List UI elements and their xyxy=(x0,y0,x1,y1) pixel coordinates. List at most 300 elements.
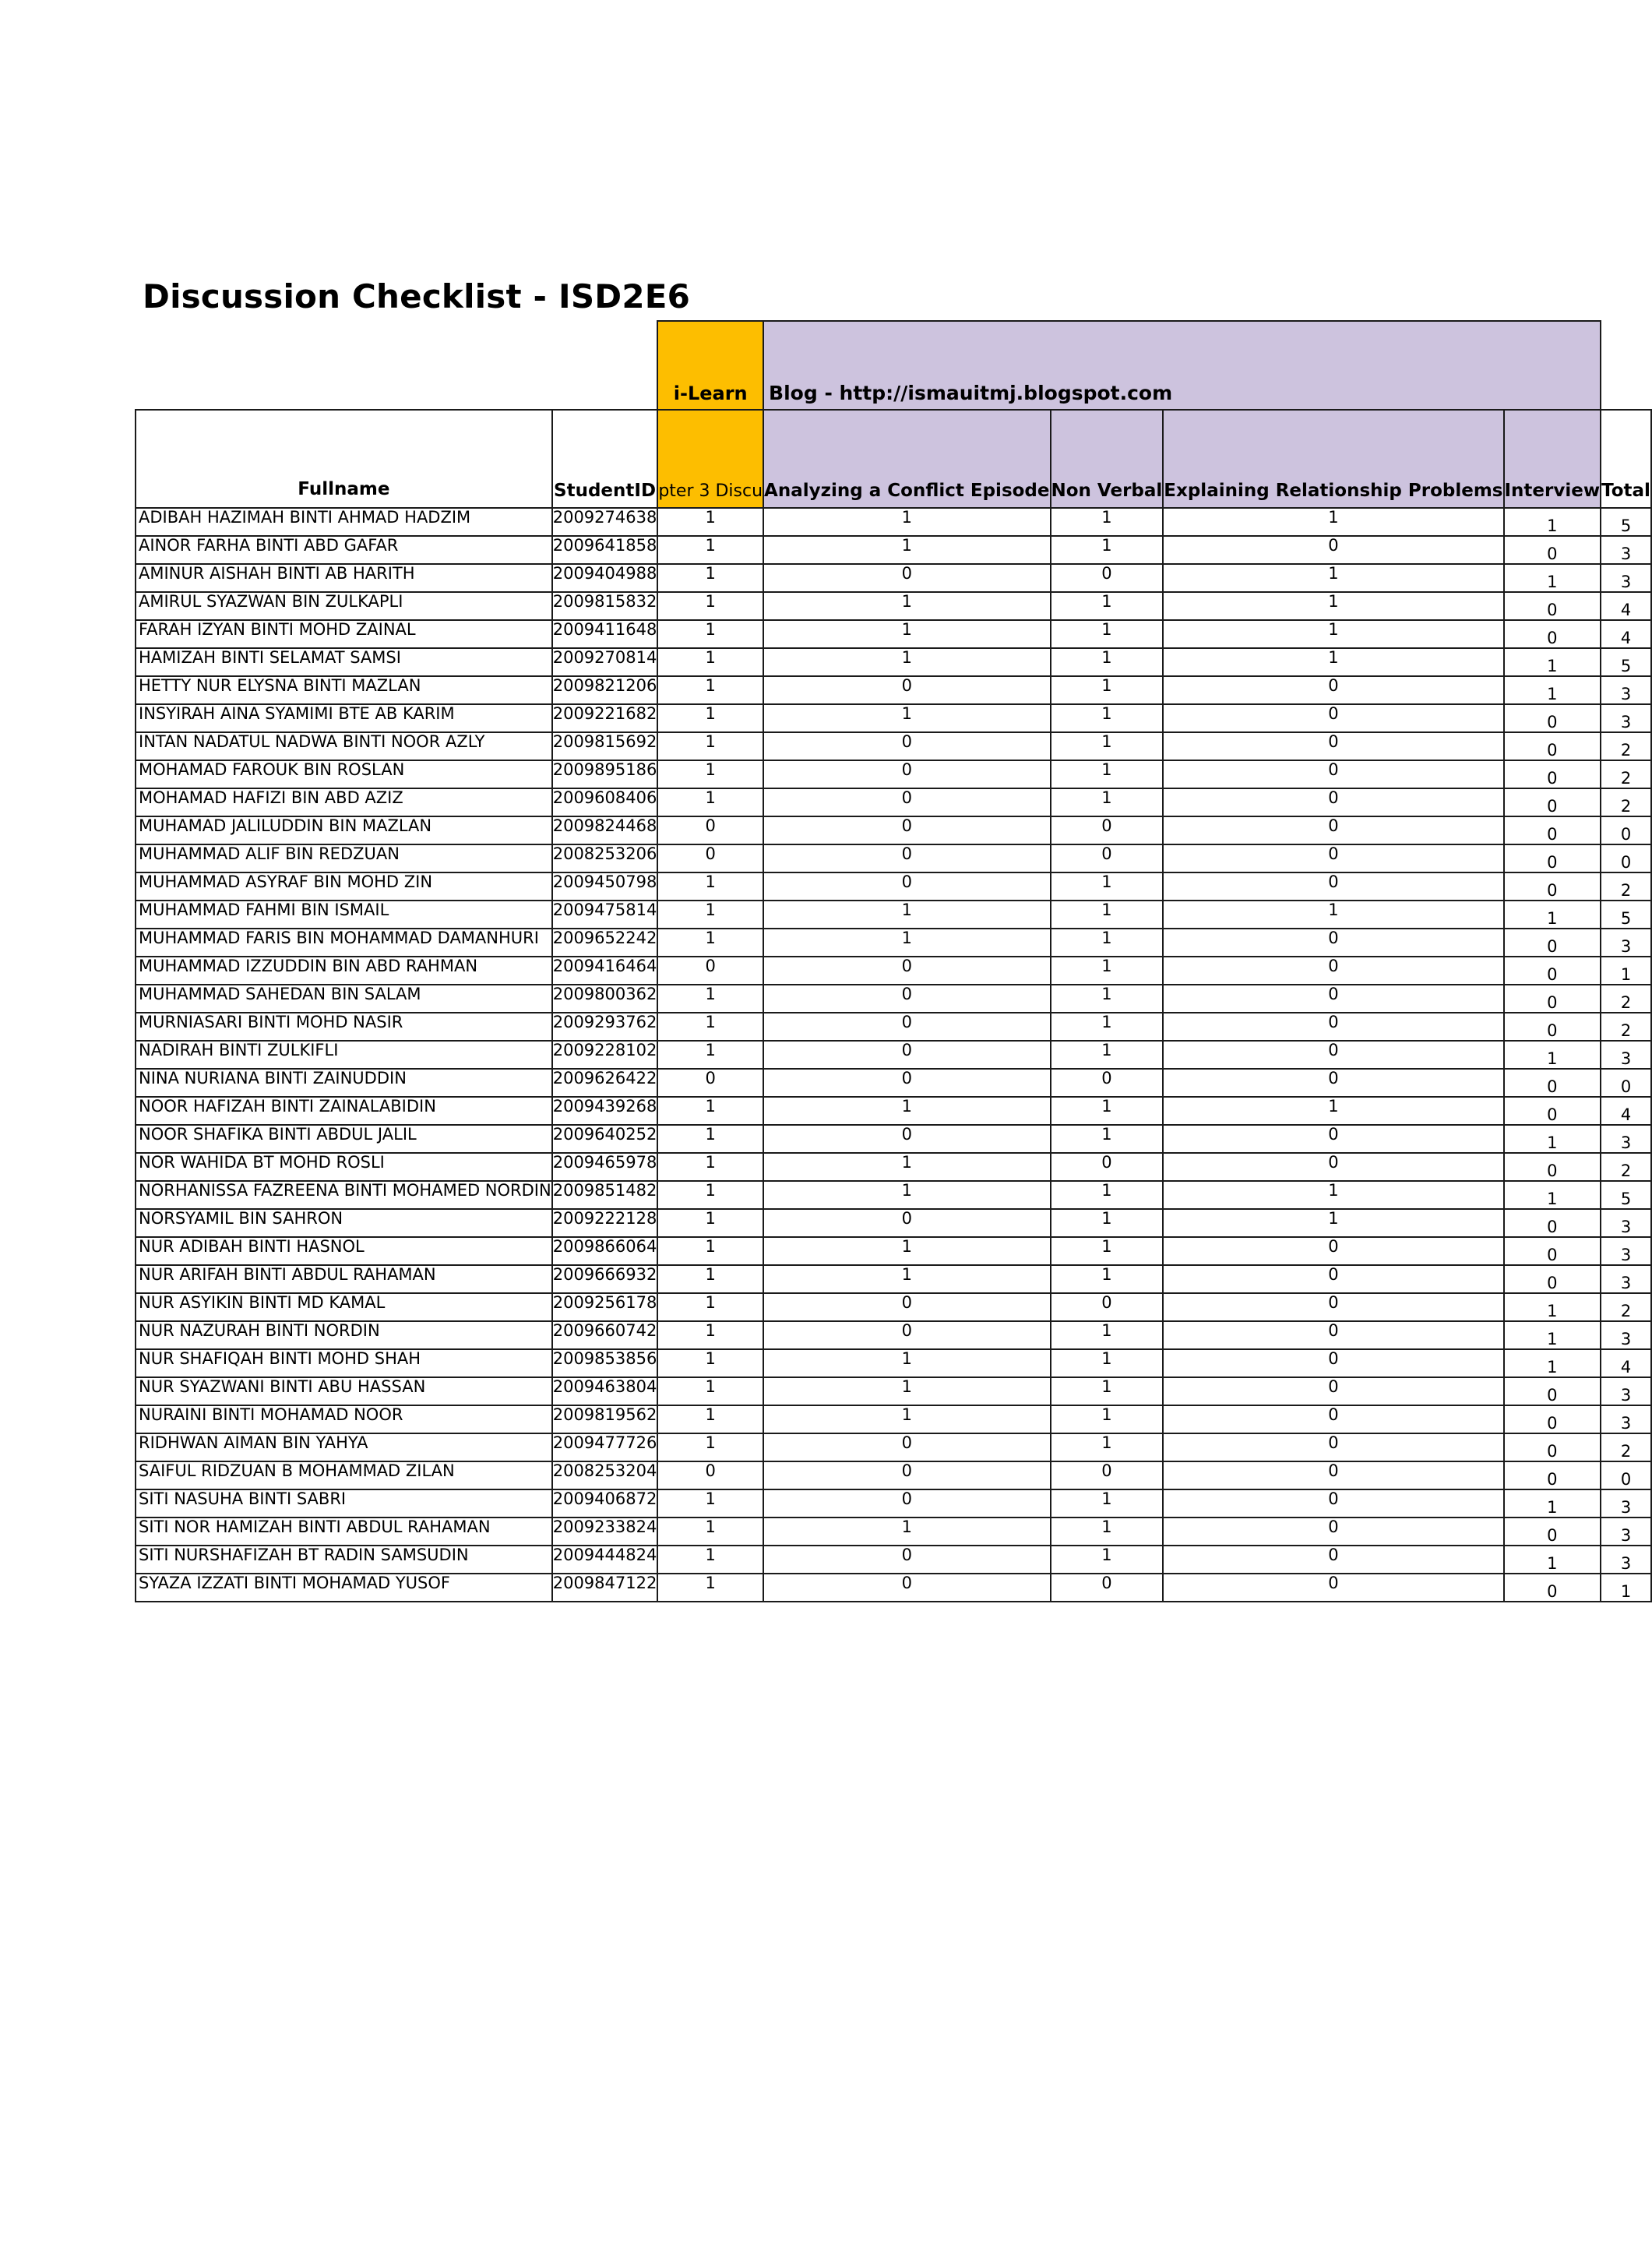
cell-fullname: NORHANISSA FAZREENA BINTI MOHAMED NORDIN xyxy=(136,1181,552,1209)
cell-studentid: 2009475814 xyxy=(552,901,658,929)
cell-analyzing: 1 xyxy=(763,1237,1050,1265)
cell-nonverbal: 1 xyxy=(1051,536,1164,564)
cell-interview: 0 xyxy=(1504,1209,1601,1237)
cell-nonverbal: 1 xyxy=(1051,1349,1164,1377)
cell-interview: 0 xyxy=(1504,1237,1601,1265)
cell-explaining: 0 xyxy=(1163,957,1503,985)
cell-total: 1 xyxy=(1601,957,1651,985)
cell-chapter3: 1 xyxy=(657,985,763,1013)
table-row xyxy=(136,536,1651,564)
cell-total: 2 xyxy=(1601,1013,1651,1041)
cell-chapter3: 1 xyxy=(657,929,763,957)
cell-explaining: 0 xyxy=(1163,1405,1503,1433)
cell-fullname: MUHAMMAD ALIF BIN REDZUAN xyxy=(136,844,552,872)
cell-analyzing: 0 xyxy=(763,564,1050,592)
cell-explaining: 1 xyxy=(1163,592,1503,620)
cell-analyzing: 1 xyxy=(763,1349,1050,1377)
cell-chapter3: 0 xyxy=(657,1461,763,1489)
table-row xyxy=(136,564,1651,592)
cell-interview: 1 xyxy=(1504,1293,1601,1321)
table-row xyxy=(136,1546,1651,1574)
cell-interview: 0 xyxy=(1504,1377,1601,1405)
cell-analyzing: 1 xyxy=(763,929,1050,957)
cell-total: 0 xyxy=(1601,1461,1651,1489)
cell-analyzing: 0 xyxy=(763,1069,1050,1097)
cell-nonverbal: 1 xyxy=(1051,1518,1164,1546)
cell-chapter3: 1 xyxy=(657,901,763,929)
cell-analyzing: 1 xyxy=(763,704,1050,732)
table-row xyxy=(136,816,1651,844)
table-row xyxy=(136,1069,1651,1097)
cell-fullname: SYAZA IZZATI BINTI MOHAMAD YUSOF xyxy=(136,1574,552,1602)
cell-fullname: AMINUR AISHAH BINTI AB HARITH xyxy=(136,564,552,592)
student-rows xyxy=(136,508,1651,1602)
cell-fullname: MURNIASARI BINTI MOHD NASIR xyxy=(136,1013,552,1041)
cell-studentid: 2009411648 xyxy=(552,620,658,648)
cell-interview: 0 xyxy=(1504,1461,1601,1489)
cell-nonverbal: 1 xyxy=(1051,788,1164,816)
cell-nonverbal: 1 xyxy=(1051,1041,1164,1069)
cell-analyzing: 0 xyxy=(763,1041,1050,1069)
cell-fullname: RIDHWAN AIMAN BIN YAHYA xyxy=(136,1433,552,1461)
cell-total: 4 xyxy=(1601,1349,1651,1377)
cell-total: 3 xyxy=(1601,676,1651,704)
group-header-empty xyxy=(1601,321,1651,410)
cell-explaining: 0 xyxy=(1163,1489,1503,1518)
table-row xyxy=(136,760,1651,788)
cell-chapter3: 1 xyxy=(657,1125,763,1153)
cell-chapter3: 1 xyxy=(657,1377,763,1405)
table-row xyxy=(136,1321,1651,1349)
group-header-blog: Blog - http://ismauitmj.blogspot.com xyxy=(763,321,1601,410)
table-row xyxy=(136,1013,1651,1041)
cell-nonverbal: 1 xyxy=(1051,1489,1164,1518)
cell-analyzing: 1 xyxy=(763,648,1050,676)
cell-nonverbal: 1 xyxy=(1051,1405,1164,1433)
cell-interview: 1 xyxy=(1504,648,1601,676)
cell-fullname: SITI NASUHA BINTI SABRI xyxy=(136,1489,552,1518)
cell-analyzing: 0 xyxy=(763,985,1050,1013)
cell-explaining: 0 xyxy=(1163,1265,1503,1293)
cell-total: 4 xyxy=(1601,592,1651,620)
cell-nonverbal: 1 xyxy=(1051,1125,1164,1153)
cell-fullname: ADIBAH HAZIMAH BINTI AHMAD HADZIM xyxy=(136,508,552,536)
cell-studentid: 2009641858 xyxy=(552,536,658,564)
cell-nonverbal: 0 xyxy=(1051,1293,1164,1321)
cell-explaining: 0 xyxy=(1163,816,1503,844)
cell-studentid: 2009233824 xyxy=(552,1518,658,1546)
cell-fullname: MUHAMMAD FARIS BIN MOHAMMAD DAMANHURI xyxy=(136,929,552,957)
cell-nonverbal: 1 xyxy=(1051,1013,1164,1041)
cell-total: 4 xyxy=(1601,620,1651,648)
table-row xyxy=(136,1489,1651,1518)
cell-analyzing: 1 xyxy=(763,536,1050,564)
cell-analyzing: 0 xyxy=(763,788,1050,816)
cell-analyzing: 1 xyxy=(763,592,1050,620)
cell-explaining: 0 xyxy=(1163,732,1503,760)
cell-analyzing: 0 xyxy=(763,1546,1050,1574)
cell-chapter3: 1 xyxy=(657,676,763,704)
cell-total: 2 xyxy=(1601,788,1651,816)
cell-total: 3 xyxy=(1601,1041,1651,1069)
cell-analyzing: 1 xyxy=(763,1518,1050,1546)
cell-fullname: MUHAMAD JALILUDDIN BIN MAZLAN xyxy=(136,816,552,844)
cell-total: 3 xyxy=(1601,1518,1651,1546)
cell-explaining: 0 xyxy=(1163,1013,1503,1041)
cell-explaining: 1 xyxy=(1163,901,1503,929)
cell-chapter3: 1 xyxy=(657,872,763,901)
cell-fullname: NADIRAH BINTI ZULKIFLI xyxy=(136,1041,552,1069)
cell-chapter3: 1 xyxy=(657,732,763,760)
cell-nonverbal: 1 xyxy=(1051,1377,1164,1405)
cell-explaining: 1 xyxy=(1163,648,1503,676)
table-row xyxy=(136,1377,1651,1405)
cell-studentid: 2009895186 xyxy=(552,760,658,788)
table-row xyxy=(136,592,1651,620)
cell-nonverbal: 1 xyxy=(1051,732,1164,760)
cell-nonverbal: 1 xyxy=(1051,508,1164,536)
cell-analyzing: 1 xyxy=(763,1265,1050,1293)
cell-fullname: AMIRUL SYAZWAN BIN ZULKAPLI xyxy=(136,592,552,620)
cell-analyzing: 0 xyxy=(763,844,1050,872)
cell-interview: 0 xyxy=(1504,704,1601,732)
cell-nonverbal: 1 xyxy=(1051,929,1164,957)
cell-fullname: NINA NURIANA BINTI ZAINUDDIN xyxy=(136,1069,552,1097)
header-fullname: Fullname xyxy=(136,410,552,508)
cell-studentid: 2009800362 xyxy=(552,985,658,1013)
cell-analyzing: 1 xyxy=(763,1377,1050,1405)
header-interview: Interview xyxy=(1504,410,1601,508)
cell-studentid: 2009463804 xyxy=(552,1377,658,1405)
cell-studentid: 2008253206 xyxy=(552,844,658,872)
cell-fullname: NUR ADIBAH BINTI HASNOL xyxy=(136,1237,552,1265)
cell-nonverbal: 0 xyxy=(1051,564,1164,592)
cell-total: 5 xyxy=(1601,901,1651,929)
cell-total: 3 xyxy=(1601,1546,1651,1574)
cell-studentid: 2009640252 xyxy=(552,1125,658,1153)
cell-chapter3: 1 xyxy=(657,1321,763,1349)
header-analyzing: Analyzing a Conflict Episode xyxy=(763,410,1050,508)
checklist-table xyxy=(135,320,1652,1602)
cell-chapter3: 0 xyxy=(657,816,763,844)
cell-total: 0 xyxy=(1601,816,1651,844)
cell-interview: 1 xyxy=(1504,508,1601,536)
table-row xyxy=(136,872,1651,901)
cell-chapter3: 1 xyxy=(657,760,763,788)
cell-analyzing: 0 xyxy=(763,816,1050,844)
table-row xyxy=(136,1041,1651,1069)
cell-fullname: INSYIRAH AINA SYAMIMI BTE AB KARIM xyxy=(136,704,552,732)
table-row xyxy=(136,732,1651,760)
cell-nonverbal: 1 xyxy=(1051,1546,1164,1574)
table-row xyxy=(136,1237,1651,1265)
cell-fullname: NUR SYAZWANI BINTI ABU HASSAN xyxy=(136,1377,552,1405)
table-row xyxy=(136,1349,1651,1377)
cell-interview: 0 xyxy=(1504,872,1601,901)
cell-chapter3: 1 xyxy=(657,620,763,648)
cell-studentid: 2009406872 xyxy=(552,1489,658,1518)
header-nonverbal: Non Verbal xyxy=(1051,410,1164,508)
cell-studentid: 2009847122 xyxy=(552,1574,658,1602)
cell-total: 0 xyxy=(1601,1069,1651,1097)
table-row xyxy=(136,508,1651,536)
cell-studentid: 2009821206 xyxy=(552,676,658,704)
cell-nonverbal: 1 xyxy=(1051,704,1164,732)
cell-interview: 1 xyxy=(1504,564,1601,592)
cell-total: 3 xyxy=(1601,1237,1651,1265)
cell-analyzing: 1 xyxy=(763,1097,1050,1125)
cell-interview: 0 xyxy=(1504,592,1601,620)
cell-interview: 1 xyxy=(1504,1321,1601,1349)
table-row xyxy=(136,1209,1651,1237)
cell-total: 2 xyxy=(1601,1153,1651,1181)
cell-studentid: 2009274638 xyxy=(552,508,658,536)
header-studentid: StudentID xyxy=(552,410,658,508)
table-row xyxy=(136,1574,1651,1602)
cell-nonverbal: 1 xyxy=(1051,1265,1164,1293)
cell-chapter3: 1 xyxy=(657,704,763,732)
cell-total: 2 xyxy=(1601,1293,1651,1321)
cell-explaining: 0 xyxy=(1163,1041,1503,1069)
cell-fullname: HAMIZAH BINTI SELAMAT SAMSI xyxy=(136,648,552,676)
cell-total: 5 xyxy=(1601,648,1651,676)
cell-fullname: NUR SHAFIQAH BINTI MOHD SHAH xyxy=(136,1349,552,1377)
cell-nonverbal: 1 xyxy=(1051,1321,1164,1349)
cell-interview: 1 xyxy=(1504,1181,1601,1209)
cell-nonverbal: 1 xyxy=(1051,1097,1164,1125)
cell-studentid: 2009652242 xyxy=(552,929,658,957)
table-row xyxy=(136,1125,1651,1153)
cell-explaining: 0 xyxy=(1163,1546,1503,1574)
cell-chapter3: 1 xyxy=(657,564,763,592)
cell-analyzing: 0 xyxy=(763,1461,1050,1489)
cell-fullname: SITI NURSHAFIZAH BT RADIN SAMSUDIN xyxy=(136,1546,552,1574)
cell-analyzing: 0 xyxy=(763,732,1050,760)
cell-explaining: 0 xyxy=(1163,1237,1503,1265)
cell-analyzing: 1 xyxy=(763,901,1050,929)
cell-nonverbal: 1 xyxy=(1051,872,1164,901)
cell-chapter3: 1 xyxy=(657,1546,763,1574)
cell-analyzing: 0 xyxy=(763,872,1050,901)
cell-studentid: 2009851482 xyxy=(552,1181,658,1209)
cell-studentid: 2009416464 xyxy=(552,957,658,985)
column-header-row xyxy=(136,410,1651,508)
cell-nonverbal: 1 xyxy=(1051,676,1164,704)
cell-fullname: MUHAMMAD ASYRAF BIN MOHD ZIN xyxy=(136,872,552,901)
cell-fullname: MUHAMMAD IZZUDDIN BIN ABD RAHMAN xyxy=(136,957,552,985)
cell-studentid: 2009626422 xyxy=(552,1069,658,1097)
cell-explaining: 0 xyxy=(1163,844,1503,872)
cell-chapter3: 1 xyxy=(657,1518,763,1546)
cell-interview: 0 xyxy=(1504,1405,1601,1433)
cell-nonverbal: 1 xyxy=(1051,985,1164,1013)
cell-interview: 0 xyxy=(1504,816,1601,844)
cell-analyzing: 0 xyxy=(763,1574,1050,1602)
cell-total: 2 xyxy=(1601,985,1651,1013)
cell-interview: 0 xyxy=(1504,1097,1601,1125)
cell-nonverbal: 1 xyxy=(1051,1209,1164,1237)
table-row xyxy=(136,957,1651,985)
cell-analyzing: 0 xyxy=(763,1489,1050,1518)
cell-chapter3: 1 xyxy=(657,1209,763,1237)
cell-interview: 0 xyxy=(1504,1433,1601,1461)
cell-analyzing: 0 xyxy=(763,760,1050,788)
cell-fullname: NUR ARIFAH BINTI ABDUL RAHAMAN xyxy=(136,1265,552,1293)
cell-total: 2 xyxy=(1601,1433,1651,1461)
cell-explaining: 1 xyxy=(1163,508,1503,536)
cell-chapter3: 1 xyxy=(657,508,763,536)
cell-interview: 0 xyxy=(1504,1265,1601,1293)
cell-fullname: NURAINI BINTI MOHAMAD NOOR xyxy=(136,1405,552,1433)
cell-chapter3: 1 xyxy=(657,1265,763,1293)
cell-fullname: NUR ASYIKIN BINTI MD KAMAL xyxy=(136,1293,552,1321)
cell-studentid: 2009450798 xyxy=(552,872,658,901)
cell-chapter3: 1 xyxy=(657,1405,763,1433)
cell-explaining: 1 xyxy=(1163,1209,1503,1237)
cell-explaining: 0 xyxy=(1163,1321,1503,1349)
cell-nonverbal: 1 xyxy=(1051,901,1164,929)
cell-interview: 1 xyxy=(1504,1125,1601,1153)
cell-interview: 0 xyxy=(1504,788,1601,816)
cell-total: 0 xyxy=(1601,844,1651,872)
cell-interview: 0 xyxy=(1504,732,1601,760)
cell-studentid: 2009815692 xyxy=(552,732,658,760)
group-header-spacer xyxy=(136,321,657,410)
cell-analyzing: 0 xyxy=(763,1433,1050,1461)
cell-studentid: 2009256178 xyxy=(552,1293,658,1321)
cell-studentid: 2009477726 xyxy=(552,1433,658,1461)
cell-interview: 0 xyxy=(1504,844,1601,872)
cell-nonverbal: 1 xyxy=(1051,1433,1164,1461)
table-row xyxy=(136,648,1651,676)
cell-interview: 1 xyxy=(1504,1546,1601,1574)
cell-interview: 0 xyxy=(1504,1574,1601,1602)
cell-total: 5 xyxy=(1601,508,1651,536)
table-row xyxy=(136,1405,1651,1433)
cell-interview: 0 xyxy=(1504,1069,1601,1097)
cell-total: 3 xyxy=(1601,704,1651,732)
cell-total: 3 xyxy=(1601,564,1651,592)
cell-fullname: MOHAMAD HAFIZI BIN ABD AZIZ xyxy=(136,788,552,816)
cell-explaining: 1 xyxy=(1163,620,1503,648)
cell-fullname: AINOR FARHA BINTI ABD GAFAR xyxy=(136,536,552,564)
cell-fullname: MUHAMMAD SAHEDAN BIN SALAM xyxy=(136,985,552,1013)
cell-interview: 0 xyxy=(1504,536,1601,564)
cell-explaining: 0 xyxy=(1163,760,1503,788)
cell-fullname: FARAH IZYAN BINTI MOHD ZAINAL xyxy=(136,620,552,648)
table-row xyxy=(136,985,1651,1013)
cell-total: 3 xyxy=(1601,1377,1651,1405)
cell-chapter3: 1 xyxy=(657,1349,763,1377)
cell-nonverbal: 1 xyxy=(1051,1237,1164,1265)
cell-chapter3: 1 xyxy=(657,1181,763,1209)
cell-total: 3 xyxy=(1601,1405,1651,1433)
cell-explaining: 0 xyxy=(1163,872,1503,901)
cell-chapter3: 1 xyxy=(657,536,763,564)
cell-explaining: 0 xyxy=(1163,1518,1503,1546)
cell-nonverbal: 0 xyxy=(1051,1069,1164,1097)
cell-chapter3: 1 xyxy=(657,1041,763,1069)
cell-studentid: 2009666932 xyxy=(552,1265,658,1293)
cell-chapter3: 1 xyxy=(657,1489,763,1518)
cell-interview: 0 xyxy=(1504,929,1601,957)
cell-chapter3: 1 xyxy=(657,1153,763,1181)
cell-analyzing: 0 xyxy=(763,1321,1050,1349)
cell-total: 3 xyxy=(1601,1125,1651,1153)
cell-fullname: SAIFUL RIDZUAN B MOHAMMAD ZILAN xyxy=(136,1461,552,1489)
table-row xyxy=(136,620,1651,648)
cell-total: 2 xyxy=(1601,760,1651,788)
cell-total: 3 xyxy=(1601,929,1651,957)
cell-explaining: 0 xyxy=(1163,985,1503,1013)
cell-total: 5 xyxy=(1601,1181,1651,1209)
cell-nonverbal: 0 xyxy=(1051,844,1164,872)
cell-studentid: 2009444824 xyxy=(552,1546,658,1574)
cell-studentid: 2008253204 xyxy=(552,1461,658,1489)
table-row xyxy=(136,1097,1651,1125)
table-row xyxy=(136,788,1651,816)
cell-nonverbal: 1 xyxy=(1051,1181,1164,1209)
cell-explaining: 1 xyxy=(1163,564,1503,592)
cell-explaining: 1 xyxy=(1163,1181,1503,1209)
cell-total: 3 xyxy=(1601,1489,1651,1518)
cell-fullname: MUHAMMAD FAHMI BIN ISMAIL xyxy=(136,901,552,929)
table-row xyxy=(136,704,1651,732)
table-row xyxy=(136,676,1651,704)
cell-explaining: 1 xyxy=(1163,1097,1503,1125)
cell-total: 4 xyxy=(1601,1097,1651,1125)
cell-studentid: 2009228102 xyxy=(552,1041,658,1069)
table-row xyxy=(136,1153,1651,1181)
group-header-ilearn: i-Learn xyxy=(657,321,763,410)
cell-fullname: NUR NAZURAH BINTI NORDIN xyxy=(136,1321,552,1349)
cell-chapter3: 1 xyxy=(657,1097,763,1125)
cell-analyzing: 0 xyxy=(763,1293,1050,1321)
header-total: Total xyxy=(1601,410,1651,508)
cell-fullname: NOOR HAFIZAH BINTI ZAINALABIDIN xyxy=(136,1097,552,1125)
cell-explaining: 0 xyxy=(1163,676,1503,704)
cell-studentid: 2009221682 xyxy=(552,704,658,732)
cell-interview: 1 xyxy=(1504,1349,1601,1377)
cell-chapter3: 1 xyxy=(657,1013,763,1041)
table-row xyxy=(136,901,1651,929)
cell-studentid: 2009660742 xyxy=(552,1321,658,1349)
cell-interview: 0 xyxy=(1504,1013,1601,1041)
cell-fullname: HETTY NUR ELYSNA BINTI MAZLAN xyxy=(136,676,552,704)
cell-interview: 1 xyxy=(1504,1489,1601,1518)
cell-explaining: 0 xyxy=(1163,1153,1503,1181)
cell-total: 1 xyxy=(1601,1574,1651,1602)
cell-total: 2 xyxy=(1601,872,1651,901)
cell-interview: 0 xyxy=(1504,1153,1601,1181)
group-header-row xyxy=(136,321,1651,410)
cell-chapter3: 1 xyxy=(657,1574,763,1602)
cell-studentid: 2009866064 xyxy=(552,1237,658,1265)
cell-total: 3 xyxy=(1601,1265,1651,1293)
cell-nonverbal: 0 xyxy=(1051,1574,1164,1602)
cell-analyzing: 0 xyxy=(763,1125,1050,1153)
table-row xyxy=(136,1293,1651,1321)
cell-studentid: 2009404988 xyxy=(552,564,658,592)
cell-explaining: 0 xyxy=(1163,1433,1503,1461)
cell-fullname: INTAN NADATUL NADWA BINTI NOOR AZLY xyxy=(136,732,552,760)
cell-analyzing: 1 xyxy=(763,1405,1050,1433)
cell-explaining: 0 xyxy=(1163,1069,1503,1097)
cell-interview: 0 xyxy=(1504,957,1601,985)
cell-fullname: NOR WAHIDA BT MOHD ROSLI xyxy=(136,1153,552,1181)
table-row xyxy=(136,929,1651,957)
cell-explaining: 0 xyxy=(1163,1125,1503,1153)
